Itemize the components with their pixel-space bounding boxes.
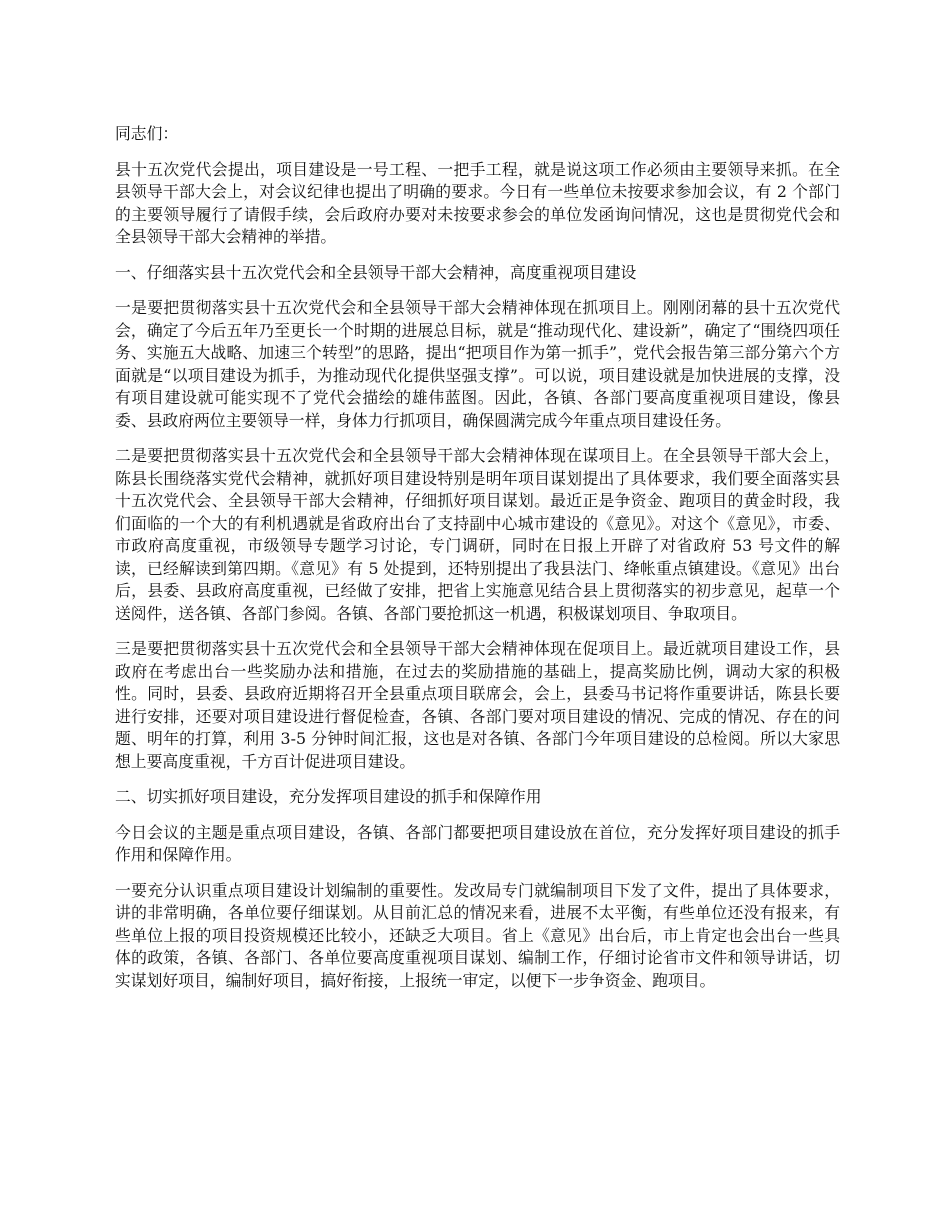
paragraph-intro: 县十五次党代会提出，项目建设是一号工程、一把手工程，就是说这项工作必须由主要领导来抓。在全县领导干部大会上，对会议纪律也提出了明确的要求。今日有一些单位未按要求参加会议，有 2 个部门的主要领导履行了请假手续，会后政府办要对未按要求参会的单位发函询问情况，这也是贯彻党代会和全县领导干部大会精神的举措。 xyxy=(115,159,840,246)
paragraph-1-3: 三是要把贯彻落实县十五次党代会和全县领导干部大会精神体现在促项目上。最近就项目建设工作，县政府在考虑出台一些奖励办法和措施，在过去的奖励措施的基础上，提高奖励比例，调动大家的积极性。同时，县委、县政府近期将召开全县重点项目联席会，会上，县委马书记将作重要讲话，陈县长要进行安排，还要对项目建设进行督促检查，各镇、各部门要对项目建设的情况、完成的情况、存在的问题、明年的打算，利用 3-5 分钟时间汇报，这也是对各镇、各部门今年项目建设的总检阅。所以大家思想上要高度重视，千方百计促进项目建设。 xyxy=(115,639,840,771)
salutation: 同志们： xyxy=(115,124,179,143)
section-heading-2: 二、切实抓好项目建设，充分发挥项目建设的抓手和保障作用 xyxy=(115,787,542,806)
paragraph-1-1: 一是要把贯彻落实县十五次党代会和全县领导干部大会精神体现在抓项目上。刚刚闭幕的县十五次党代会，确定了今后五年乃至更长一个时期的进展总目标，就是“推动现代化、建设新”，确定了“围绕四项任务、实施五大战略、加速三个转型”的思路，提出“把项目作为第一抓手”，党代会报告第三部分第六个方面就是“以项目建设为抓手，为推动现代化提供坚强支撑”。可以说，项目建设就是加快进展的支撑，没有项目建设就可能实现不了党代会描绘的雄伟蓝图。因此，各镇、各部门要高度重视项目建设，像县委、县政府两位主要领导一样，身体力行抓项目，确保圆满完成今年重点项目建设任务。 xyxy=(115,298,840,430)
paragraph-1-2: 二是要把贯彻落实县十五次党代会和全县领导干部大会精神体现在谋项目上。在全县领导干部大会上，陈县长围绕落实党代会精神，就抓好项目建设特别是明年项目谋划提出了具体要求，我们要全面落实县十五次党代会、全县领导干部大会精神，仔细抓好项目谋划。最近正是争资金、跑项目的黄金时段，我们面临的一个大的有利机遇就是省政府出台了支持副中心城市建设的《意见》。对这个《意见》，市委、市政府高度重视，市级领导专题学习讨论，专门调研，同时在日报上开辟了对省政府 53 号文件的解读，已经解读到第四期。《意见》有 5 处提到，还特别提出了我县法门、绛帐重点镇建设。《意见》出台后，县委、县政府高度重视，已经做了安排，把省上实施意见结合县上贯彻落实的初步意见，起草一个送阅件，送各镇、各部门参阅。各镇、各部门要抢抓这一机遇，积极谋划项目、争取项目。 xyxy=(115,446,840,623)
paragraph-2-1: 一要充分认识重点项目建设计划编制的重要性。发改局专门就编制项目下发了文件，提出了具体要求，讲的非常明确，各单位要仔细谋划。从目前汇总的情况来看，进展不太平衡，有些单位还没有报来，有些单位上报的项目投资规模还比较小，还缺乏大项目。省上《意见》出台后，市上肯定也会出台一些具体的政策，各镇、各部门、各单位要高度重视项目谋划、编制工作，仔细讨论省市文件和领导讲话，切实谋划好项目，编制好项目，搞好衔接，上报统一审定，以便下一步争资金、跑项目。 xyxy=(115,880,840,990)
paragraph-2-0: 今日会议的主题是重点项目建设，各镇、各部门都要把项目建设放在首位，充分发挥好项目建设的抓手作用和保障作用。 xyxy=(115,822,840,864)
section-heading-1: 一、仔细落实县十五次党代会和全县领导干部大会精神，高度重视项目建设 xyxy=(115,262,637,282)
document-body xyxy=(115,123,840,1005)
